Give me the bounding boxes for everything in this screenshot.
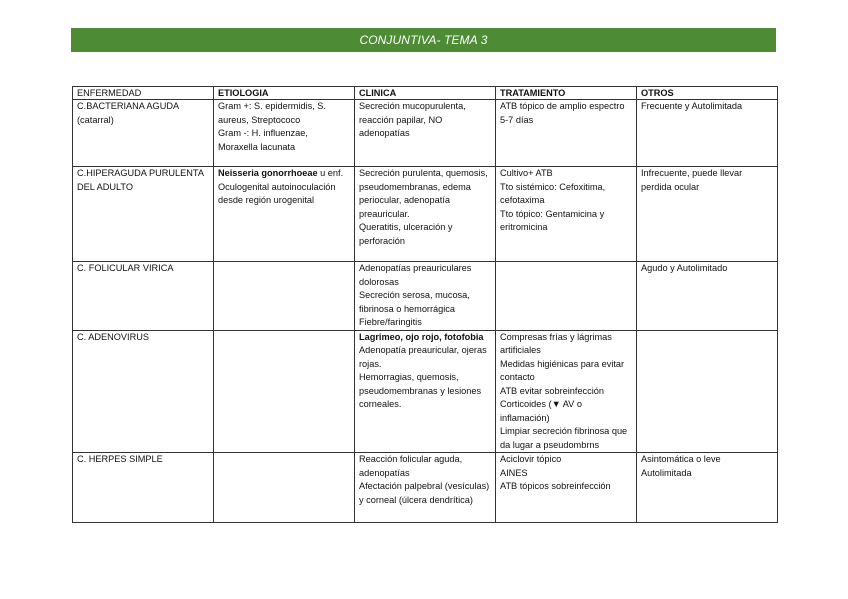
text-line: Fiebre/faringitis xyxy=(359,317,422,327)
cell-etiologia xyxy=(214,262,355,331)
cell-clinica xyxy=(355,453,496,523)
cell-otros xyxy=(637,330,778,453)
cell-tratamiento xyxy=(496,330,637,453)
cell-etiologia xyxy=(214,330,355,453)
cell-enfermedad: C. ADENOVIRUS xyxy=(73,330,214,453)
cell-tratamiento xyxy=(496,100,637,167)
cell-etiologia xyxy=(214,100,355,167)
pathogen-name: Neisseria gonorrhoeae xyxy=(218,168,318,178)
cell-clinica xyxy=(355,262,496,331)
table-row xyxy=(73,167,778,262)
header-tratamiento: TRATAMIENTO xyxy=(496,87,637,100)
text-line: Tto tópico: Gentamicina y eritromicina xyxy=(500,208,605,232)
text-line: Gram +: S. epidermidis, S. aureus, Streptococo xyxy=(218,101,326,125)
cell-tratamiento xyxy=(496,262,637,331)
cell-etiologia xyxy=(214,453,355,523)
text-line: Aciclovir tópico xyxy=(500,454,562,464)
cell-clinica xyxy=(355,167,496,262)
text-line: Corticoides (▼ AV o inflamación) xyxy=(500,399,582,423)
text-line: Compresas frías y lágrimas artificiales xyxy=(500,331,612,355)
header-clinica: CLINICA xyxy=(355,87,496,100)
text-line: Tto sistémico: Cefoxitima, cefotaxima xyxy=(500,181,606,205)
text-line: Limpiar secreción fibrinosa que da lugar a pseudombrns xyxy=(500,426,628,450)
text-line: Secreción mucopurulenta, reacción papilar, NO adenopatías xyxy=(359,101,466,138)
text-line: u enf. Oculogenital autoinoculación desde región urogenital xyxy=(218,168,344,205)
table-row xyxy=(73,453,778,523)
cell-otros: Infrecuente, puede llevar perdida ocular xyxy=(637,167,778,262)
text-line: Cultivo+ ATB xyxy=(500,168,553,178)
cell-etiologia xyxy=(214,167,355,262)
cell-clinica xyxy=(355,330,496,453)
cell-enfermedad: C.BACTERIANA AGUDA (catarral) xyxy=(73,100,214,167)
cell-otros: Frecuente y Autolimitada xyxy=(637,100,778,167)
text-line: ATB evitar sobreinfección xyxy=(500,385,604,396)
text-line: Adenopatías preauriculares dolorosas xyxy=(359,263,472,287)
text-line: Secreción serosa, mucosa, fibrinosa o hemorrágica xyxy=(359,290,470,314)
text-line: Medidas higiénicas para evitar contacto xyxy=(500,358,625,382)
cell-enfermedad: C. HERPES SIMPLE xyxy=(73,453,214,523)
cell-otros: Agudo y Autolimitado xyxy=(637,262,778,331)
text-line: Afectación palpebral (vesículas) y corneal (úlcera dendrítica) xyxy=(359,481,490,505)
cell-clinica xyxy=(355,100,496,167)
table-row xyxy=(73,262,778,331)
cell-otros: Asintomática o leve Autolimitada xyxy=(637,453,778,523)
text-line: Gram -: H. influenzae, Moraxella lacunata xyxy=(218,128,308,152)
cell-enfermedad: C.HIPERAGUDA PURULENTA DEL ADULTO xyxy=(73,167,214,262)
text-line: Secreción purulenta, quemosis, pseudomembranas, edema periocular, adenopatía preauricular. xyxy=(359,168,488,219)
cell-tratamiento xyxy=(496,453,637,523)
cell-enfermedad: C. FOLICULAR VIRICA xyxy=(73,262,214,331)
table-header-row xyxy=(73,87,778,100)
text-line: Reacción folicular aguda, adenopatías xyxy=(359,454,463,478)
text-line: ATB tópicos sobreinfección xyxy=(500,481,611,491)
text-line: ATB tópico de amplio espectro 5-7 días xyxy=(500,101,625,125)
table-row xyxy=(73,100,778,167)
page-title: CONJUNTIVA- TEMA 3 xyxy=(71,28,776,52)
disease-table xyxy=(72,86,778,523)
text-line: Queratitis, ulceración y perforación xyxy=(359,222,453,246)
header-otros: OTROS xyxy=(637,87,778,100)
text-line: Adenopatía preauricular, ojeras rojas. xyxy=(359,345,487,369)
cell-tratamiento xyxy=(496,167,637,262)
header-enfermedad: ENFERMEDAD xyxy=(73,87,214,100)
symptoms-highlight: Lagrimeo, ojo rojo, fotofobia xyxy=(359,331,484,342)
text-line: Hemorragias, quemosis, pseudomembranas y lesiones corneales. xyxy=(359,372,482,409)
text-line: AINES xyxy=(500,467,528,478)
header-etiologia: ETIOLOGIA xyxy=(214,87,355,100)
table-row xyxy=(73,330,778,453)
